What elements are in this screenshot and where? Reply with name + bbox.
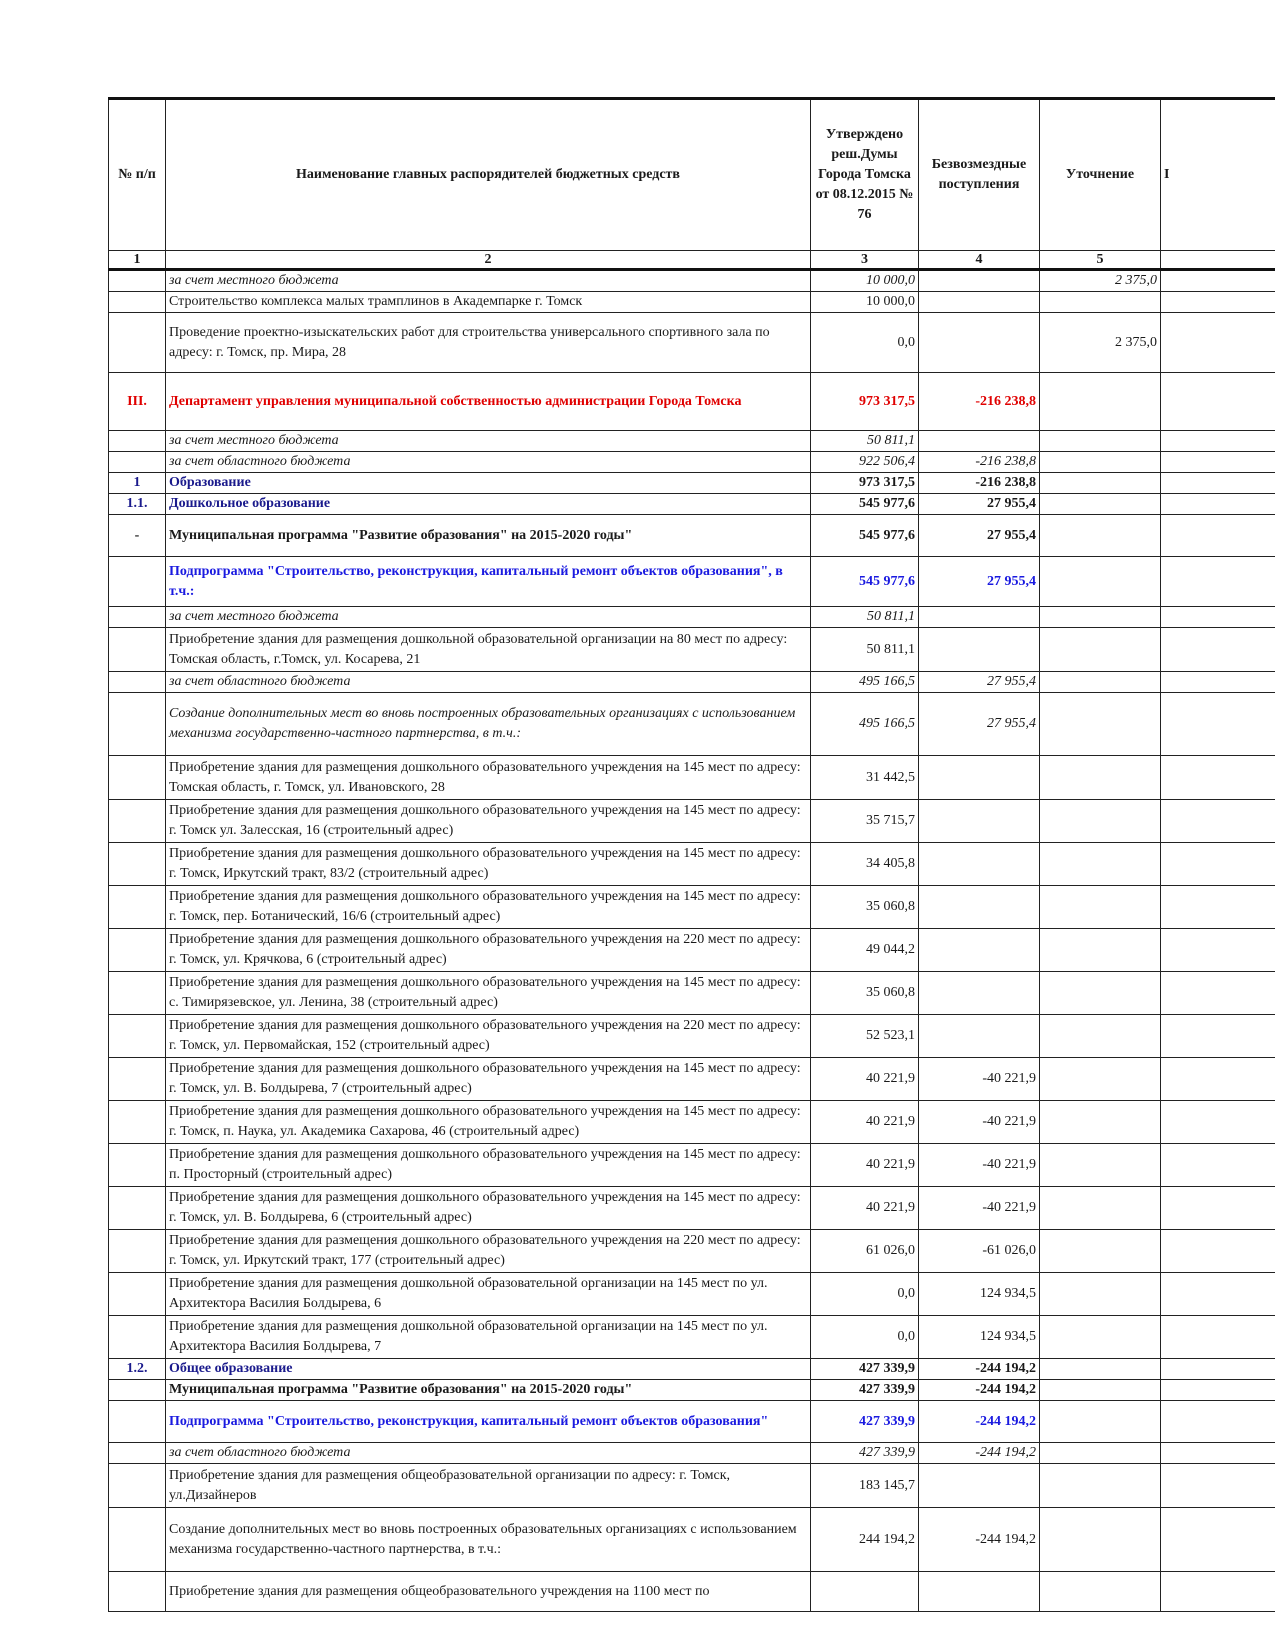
row-approved-value: 35 060,8	[811, 972, 919, 1015]
row-approved-value: 40 221,9	[811, 1101, 919, 1144]
table-row	[109, 1230, 1275, 1273]
row-next-value	[1161, 515, 1275, 557]
row-number	[109, 607, 166, 628]
row-clarify-value	[1040, 1273, 1161, 1316]
row-clarify-value	[1040, 1144, 1161, 1187]
row-approved-value: 40 221,9	[811, 1187, 919, 1230]
row-name: Образование	[166, 473, 811, 494]
row-free-value	[919, 1572, 1040, 1612]
row-approved-value: 427 339,9	[811, 1359, 919, 1380]
row-approved-value	[811, 1572, 919, 1612]
row-clarify-value: 2 375,0	[1040, 270, 1161, 292]
row-approved-value: 49 044,2	[811, 929, 919, 972]
row-free-value: -40 221,9	[919, 1058, 1040, 1101]
row-number	[109, 1230, 166, 1273]
row-free-value	[919, 607, 1040, 628]
col-index: 1	[109, 251, 166, 270]
row-next-value	[1161, 473, 1275, 494]
row-number	[109, 1401, 166, 1443]
row-clarify-value	[1040, 843, 1161, 886]
column-number-row	[109, 251, 1275, 270]
row-free-value	[919, 1015, 1040, 1058]
row-next-value	[1161, 1316, 1275, 1359]
table-row	[109, 1508, 1275, 1572]
row-name: Дошкольное образование	[166, 494, 811, 515]
row-name: за счет местного бюджета	[166, 270, 811, 292]
row-approved-value: 40 221,9	[811, 1144, 919, 1187]
row-clarify-value	[1040, 452, 1161, 473]
table-row	[109, 1101, 1275, 1144]
row-name: Приобретение здания для размещения дошкольной образовательной организации на 145 мест по ул. Архитектора Василия Болдырева, 7	[166, 1316, 811, 1359]
row-free-value	[919, 972, 1040, 1015]
table-row	[109, 1015, 1275, 1058]
row-next-value	[1161, 494, 1275, 515]
row-number	[109, 1144, 166, 1187]
row-next-value	[1161, 1572, 1275, 1612]
row-name: Подпрограмма "Строительство, реконструкция, капитальный ремонт объектов образования", в т.ч.:	[166, 557, 811, 607]
row-approved-value: 973 317,5	[811, 373, 919, 431]
row-clarify-value	[1040, 1380, 1161, 1401]
row-next-value	[1161, 1443, 1275, 1464]
row-approved-value: 61 026,0	[811, 1230, 919, 1273]
row-name: Создание дополнительных мест во вновь построенных образовательных организациях с использованием механизма государственно-частного партнерства, в т.ч.:	[166, 693, 811, 756]
row-free-value: -216 238,8	[919, 373, 1040, 431]
row-next-value	[1161, 693, 1275, 756]
row-next-value	[1161, 452, 1275, 473]
row-name: Приобретение здания для размещения дошкольного образовательного учреждения на 145 мест по адресу: г. Томск, пер. Ботанический, 16/6 (строительный адрес)	[166, 886, 811, 929]
row-next-value	[1161, 313, 1275, 373]
col-index: 2	[166, 251, 811, 270]
table-row	[109, 292, 1275, 313]
row-number	[109, 1380, 166, 1401]
row-name: Приобретение здания для размещения дошкольного образовательного учреждения на 220 мест по адресу: г. Томск, ул. Первомайская, 152 (строительный адрес)	[166, 1015, 811, 1058]
row-approved-value: 244 194,2	[811, 1508, 919, 1572]
row-name: за счет областного бюджета	[166, 1443, 811, 1464]
col-free-header: Безвозмездные поступления	[919, 99, 1040, 251]
row-number	[109, 972, 166, 1015]
row-clarify-value	[1040, 1508, 1161, 1572]
row-next-value	[1161, 292, 1275, 313]
col-index: 5	[1040, 251, 1161, 270]
row-clarify-value	[1040, 1015, 1161, 1058]
table-row	[109, 756, 1275, 800]
row-free-value: -216 238,8	[919, 452, 1040, 473]
row-next-value	[1161, 972, 1275, 1015]
row-number: 1.1.	[109, 494, 166, 515]
row-number	[109, 452, 166, 473]
row-clarify-value	[1040, 672, 1161, 693]
row-free-value	[919, 313, 1040, 373]
row-clarify-value	[1040, 1230, 1161, 1273]
row-next-value	[1161, 1058, 1275, 1101]
table-row	[109, 972, 1275, 1015]
row-approved-value: 427 339,9	[811, 1380, 919, 1401]
row-free-value: -244 194,2	[919, 1508, 1040, 1572]
row-next-value	[1161, 557, 1275, 607]
row-clarify-value	[1040, 373, 1161, 431]
row-clarify-value	[1040, 1443, 1161, 1464]
row-clarify-value	[1040, 886, 1161, 929]
row-free-value	[919, 929, 1040, 972]
row-clarify-value	[1040, 473, 1161, 494]
row-number	[109, 431, 166, 452]
row-name: Департамент управления муниципальной собственностью администрации Города Томска	[166, 373, 811, 431]
row-next-value	[1161, 800, 1275, 843]
table-row	[109, 886, 1275, 929]
row-clarify-value	[1040, 1359, 1161, 1380]
row-number	[109, 843, 166, 886]
row-number	[109, 1058, 166, 1101]
row-clarify-value	[1040, 1572, 1161, 1612]
row-free-value: -40 221,9	[919, 1101, 1040, 1144]
table-row	[109, 1359, 1275, 1380]
row-name: Приобретение здания для размещения дошкольной образовательной организации на 80 мест по адресу: Томская область, г.Томск, ул. Косарева, 21	[166, 628, 811, 672]
table-row	[109, 672, 1275, 693]
row-approved-value: 52 523,1	[811, 1015, 919, 1058]
col-number-header: № п/п	[109, 99, 166, 251]
row-free-value: 27 955,4	[919, 672, 1040, 693]
row-clarify-value	[1040, 607, 1161, 628]
row-approved-value: 35 715,7	[811, 800, 919, 843]
row-name: Приобретение здания для размещения общеобразовательной организации по адресу: г. Томск, ул.Дизайнеров	[166, 1464, 811, 1508]
row-number: 1	[109, 473, 166, 494]
row-clarify-value	[1040, 1401, 1161, 1443]
row-next-value	[1161, 607, 1275, 628]
row-approved-value: 50 811,1	[811, 431, 919, 452]
row-free-value: -40 221,9	[919, 1144, 1040, 1187]
row-free-value: -244 194,2	[919, 1401, 1040, 1443]
row-free-value: -40 221,9	[919, 1187, 1040, 1230]
row-name: Приобретение здания для размещения дошкольного образовательного учреждения на 220 мест по адресу: г. Томск, ул. Крячкова, 6 (строительный адрес)	[166, 929, 811, 972]
row-free-value	[919, 843, 1040, 886]
row-number	[109, 1508, 166, 1572]
row-number	[109, 672, 166, 693]
table-row	[109, 1443, 1275, 1464]
row-next-value	[1161, 1273, 1275, 1316]
table-row	[109, 373, 1275, 431]
row-next-value	[1161, 1144, 1275, 1187]
table-row	[109, 1144, 1275, 1187]
row-name: Создание дополнительных мест во вновь построенных образовательных организациях с использованием механизма государственно-частного партнерства, в т.ч.:	[166, 1508, 811, 1572]
row-number	[109, 1316, 166, 1359]
table-row	[109, 515, 1275, 557]
row-clarify-value	[1040, 800, 1161, 843]
row-clarify-value	[1040, 1101, 1161, 1144]
row-clarify-value	[1040, 1316, 1161, 1359]
row-number	[109, 1015, 166, 1058]
table-body	[109, 270, 1275, 1612]
row-approved-value: 35 060,8	[811, 886, 919, 929]
table-row	[109, 1380, 1275, 1401]
row-clarify-value	[1040, 628, 1161, 672]
row-next-value	[1161, 756, 1275, 800]
row-name: Муниципальная программа "Развитие образования" на 2015-2020 годы"	[166, 1380, 811, 1401]
col-index: 4	[919, 251, 1040, 270]
row-free-value: -244 194,2	[919, 1380, 1040, 1401]
table-row	[109, 557, 1275, 607]
table-row	[109, 843, 1275, 886]
row-free-value: 124 934,5	[919, 1273, 1040, 1316]
row-clarify-value	[1040, 1464, 1161, 1508]
row-free-value	[919, 800, 1040, 843]
row-next-value	[1161, 1401, 1275, 1443]
col-approved-header: Утверждено реш.Думы Города Томска от 08.12.2015 № 76	[811, 99, 919, 251]
row-free-value: 124 934,5	[919, 1316, 1040, 1359]
row-number	[109, 557, 166, 607]
row-number	[109, 929, 166, 972]
table-row	[109, 693, 1275, 756]
table-row	[109, 1316, 1275, 1359]
row-name: Приобретение здания для размещения дошкольного образовательного учреждения на 145 мест по адресу: п. Просторный (строительный адрес)	[166, 1144, 811, 1187]
row-name: Приобретение здания для размещения дошкольного образовательного учреждения на 220 мест по адресу: г. Томск, ул. Иркутский тракт, 177 (строительный адрес)	[166, 1230, 811, 1273]
row-next-value	[1161, 1359, 1275, 1380]
table-row	[109, 800, 1275, 843]
row-clarify-value	[1040, 972, 1161, 1015]
row-name: за счет областного бюджета	[166, 672, 811, 693]
row-approved-value: 427 339,9	[811, 1443, 919, 1464]
table-row	[109, 607, 1275, 628]
row-name: Приобретение здания для размещения дошкольного образовательного учреждения на 145 мест по адресу: г. Томск, Иркутский тракт, 83/2 (строительный адрес)	[166, 843, 811, 886]
row-next-value	[1161, 373, 1275, 431]
row-number: -	[109, 515, 166, 557]
table-row	[109, 1572, 1275, 1612]
row-free-value	[919, 431, 1040, 452]
row-name: за счет областного бюджета	[166, 452, 811, 473]
header-row	[109, 99, 1275, 251]
row-approved-value: 922 506,4	[811, 452, 919, 473]
row-free-value	[919, 270, 1040, 292]
row-name: Приобретение здания для размещения общеобразовательного учреждения на 1100 мест по	[166, 1572, 811, 1612]
row-approved-value: 34 405,8	[811, 843, 919, 886]
row-number	[109, 1464, 166, 1508]
row-number	[109, 1443, 166, 1464]
table-row	[109, 452, 1275, 473]
row-name: Приобретение здания для размещения дошкольного образовательного учреждения на 145 мест по адресу: Томская область, г. Томск, ул. Ивановского, 28	[166, 756, 811, 800]
row-next-value	[1161, 1508, 1275, 1572]
row-free-value: 27 955,4	[919, 557, 1040, 607]
row-number: III.	[109, 373, 166, 431]
row-next-value	[1161, 672, 1275, 693]
row-free-value: -61 026,0	[919, 1230, 1040, 1273]
row-approved-value: 50 811,1	[811, 628, 919, 672]
row-free-value	[919, 292, 1040, 313]
row-approved-value: 0,0	[811, 1273, 919, 1316]
row-number	[109, 756, 166, 800]
row-number	[109, 1101, 166, 1144]
col-next-header: I	[1161, 99, 1275, 251]
row-next-value	[1161, 1230, 1275, 1273]
row-free-value	[919, 628, 1040, 672]
row-clarify-value	[1040, 557, 1161, 607]
table-row	[109, 270, 1275, 292]
table-row	[109, 1187, 1275, 1230]
table-row	[109, 494, 1275, 515]
row-next-value	[1161, 1015, 1275, 1058]
row-number	[109, 693, 166, 756]
table-row	[109, 1273, 1275, 1316]
row-approved-value: 495 166,5	[811, 693, 919, 756]
row-name: Приобретение здания для размещения дошкольного образовательного учреждения на 145 мест по адресу: г. Томск, п. Наука, ул. Академика Сахарова, 46 (строительный адрес)	[166, 1101, 811, 1144]
row-approved-value: 183 145,7	[811, 1464, 919, 1508]
table-row	[109, 473, 1275, 494]
row-next-value	[1161, 1464, 1275, 1508]
row-free-value: 27 955,4	[919, 515, 1040, 557]
row-clarify-value: 2 375,0	[1040, 313, 1161, 373]
row-clarify-value	[1040, 756, 1161, 800]
row-name: за счет местного бюджета	[166, 607, 811, 628]
budget-table	[108, 97, 1275, 1612]
row-free-value	[919, 886, 1040, 929]
row-number	[109, 1187, 166, 1230]
row-clarify-value	[1040, 515, 1161, 557]
row-approved-value: 40 221,9	[811, 1058, 919, 1101]
row-clarify-value	[1040, 929, 1161, 972]
row-free-value: 27 955,4	[919, 693, 1040, 756]
row-clarify-value	[1040, 1187, 1161, 1230]
row-next-value	[1161, 1380, 1275, 1401]
row-clarify-value	[1040, 292, 1161, 313]
row-name: Приобретение здания для размещения дошкольной образовательной организации на 145 мест по ул. Архитектора Василия Болдырева, 6	[166, 1273, 811, 1316]
row-clarify-value	[1040, 431, 1161, 452]
row-next-value	[1161, 270, 1275, 292]
row-free-value	[919, 1464, 1040, 1508]
row-name: Приобретение здания для размещения дошкольного образовательного учреждения на 145 мест по адресу: г. Томск ул. Залесская, 16 (строительный адрес)	[166, 800, 811, 843]
row-approved-value: 31 442,5	[811, 756, 919, 800]
row-approved-value: 427 339,9	[811, 1401, 919, 1443]
table-row	[109, 431, 1275, 452]
row-approved-value: 10 000,0	[811, 270, 919, 292]
table-row	[109, 929, 1275, 972]
row-next-value	[1161, 843, 1275, 886]
col-clarify-header: Уточнение	[1040, 99, 1161, 251]
row-number	[109, 628, 166, 672]
row-next-value	[1161, 1187, 1275, 1230]
row-approved-value: 973 317,5	[811, 473, 919, 494]
row-clarify-value	[1040, 494, 1161, 515]
row-clarify-value	[1040, 693, 1161, 756]
row-name: Приобретение здания для размещения дошкольного образовательного учреждения на 145 мест по адресу: г. Томск, ул. В. Болдырева, 6 (строительный адрес)	[166, 1187, 811, 1230]
row-next-value	[1161, 628, 1275, 672]
row-approved-value: 545 977,6	[811, 494, 919, 515]
row-name: Проведение проектно-изыскательских работ для строительства универсального спортивного зала по адресу: г. Томск, пр. Мира, 28	[166, 313, 811, 373]
row-next-value	[1161, 886, 1275, 929]
row-name: за счет местного бюджета	[166, 431, 811, 452]
table-row	[109, 1401, 1275, 1443]
row-name: Муниципальная программа "Развитие образования" на 2015-2020 годы"	[166, 515, 811, 557]
row-number	[109, 292, 166, 313]
row-next-value	[1161, 431, 1275, 452]
row-free-value: -244 194,2	[919, 1359, 1040, 1380]
table-row	[109, 628, 1275, 672]
row-approved-value: 545 977,6	[811, 515, 919, 557]
row-number: 1.2.	[109, 1359, 166, 1380]
col-name-header: Наименование главных распорядителей бюджетных средств	[166, 99, 811, 251]
row-name: Приобретение здания для размещения дошкольного образовательного учреждения на 145 мест по адресу: г. Томск, ул. В. Болдырева, 7 (строительный адрес)	[166, 1058, 811, 1101]
row-approved-value: 50 811,1	[811, 607, 919, 628]
table-row	[109, 1464, 1275, 1508]
row-free-value: 27 955,4	[919, 494, 1040, 515]
row-number	[109, 270, 166, 292]
row-name: Строительство комплекса малых трамплинов в Академпарке г. Томск	[166, 292, 811, 313]
row-free-value: -244 194,2	[919, 1443, 1040, 1464]
row-next-value	[1161, 929, 1275, 972]
row-free-value	[919, 756, 1040, 800]
row-name: Общее образование	[166, 1359, 811, 1380]
row-clarify-value	[1040, 1058, 1161, 1101]
table-row	[109, 313, 1275, 373]
row-approved-value: 0,0	[811, 1316, 919, 1359]
row-approved-value: 545 977,6	[811, 557, 919, 607]
col-index	[1161, 251, 1275, 270]
row-approved-value: 495 166,5	[811, 672, 919, 693]
row-number	[109, 1572, 166, 1612]
row-number	[109, 800, 166, 843]
row-name: Подпрограмма "Строительство, реконструкция, капитальный ремонт объектов образования"	[166, 1401, 811, 1443]
row-number	[109, 1273, 166, 1316]
row-name: Приобретение здания для размещения дошкольного образовательного учреждения на 145 мест по адресу: с. Тимирязевское, ул. Ленина, 38 (строительный адрес)	[166, 972, 811, 1015]
row-free-value: -216 238,8	[919, 473, 1040, 494]
row-approved-value: 0,0	[811, 313, 919, 373]
row-next-value	[1161, 1101, 1275, 1144]
row-approved-value: 10 000,0	[811, 292, 919, 313]
row-number	[109, 313, 166, 373]
table-row	[109, 1058, 1275, 1101]
col-index: 3	[811, 251, 919, 270]
row-number	[109, 886, 166, 929]
